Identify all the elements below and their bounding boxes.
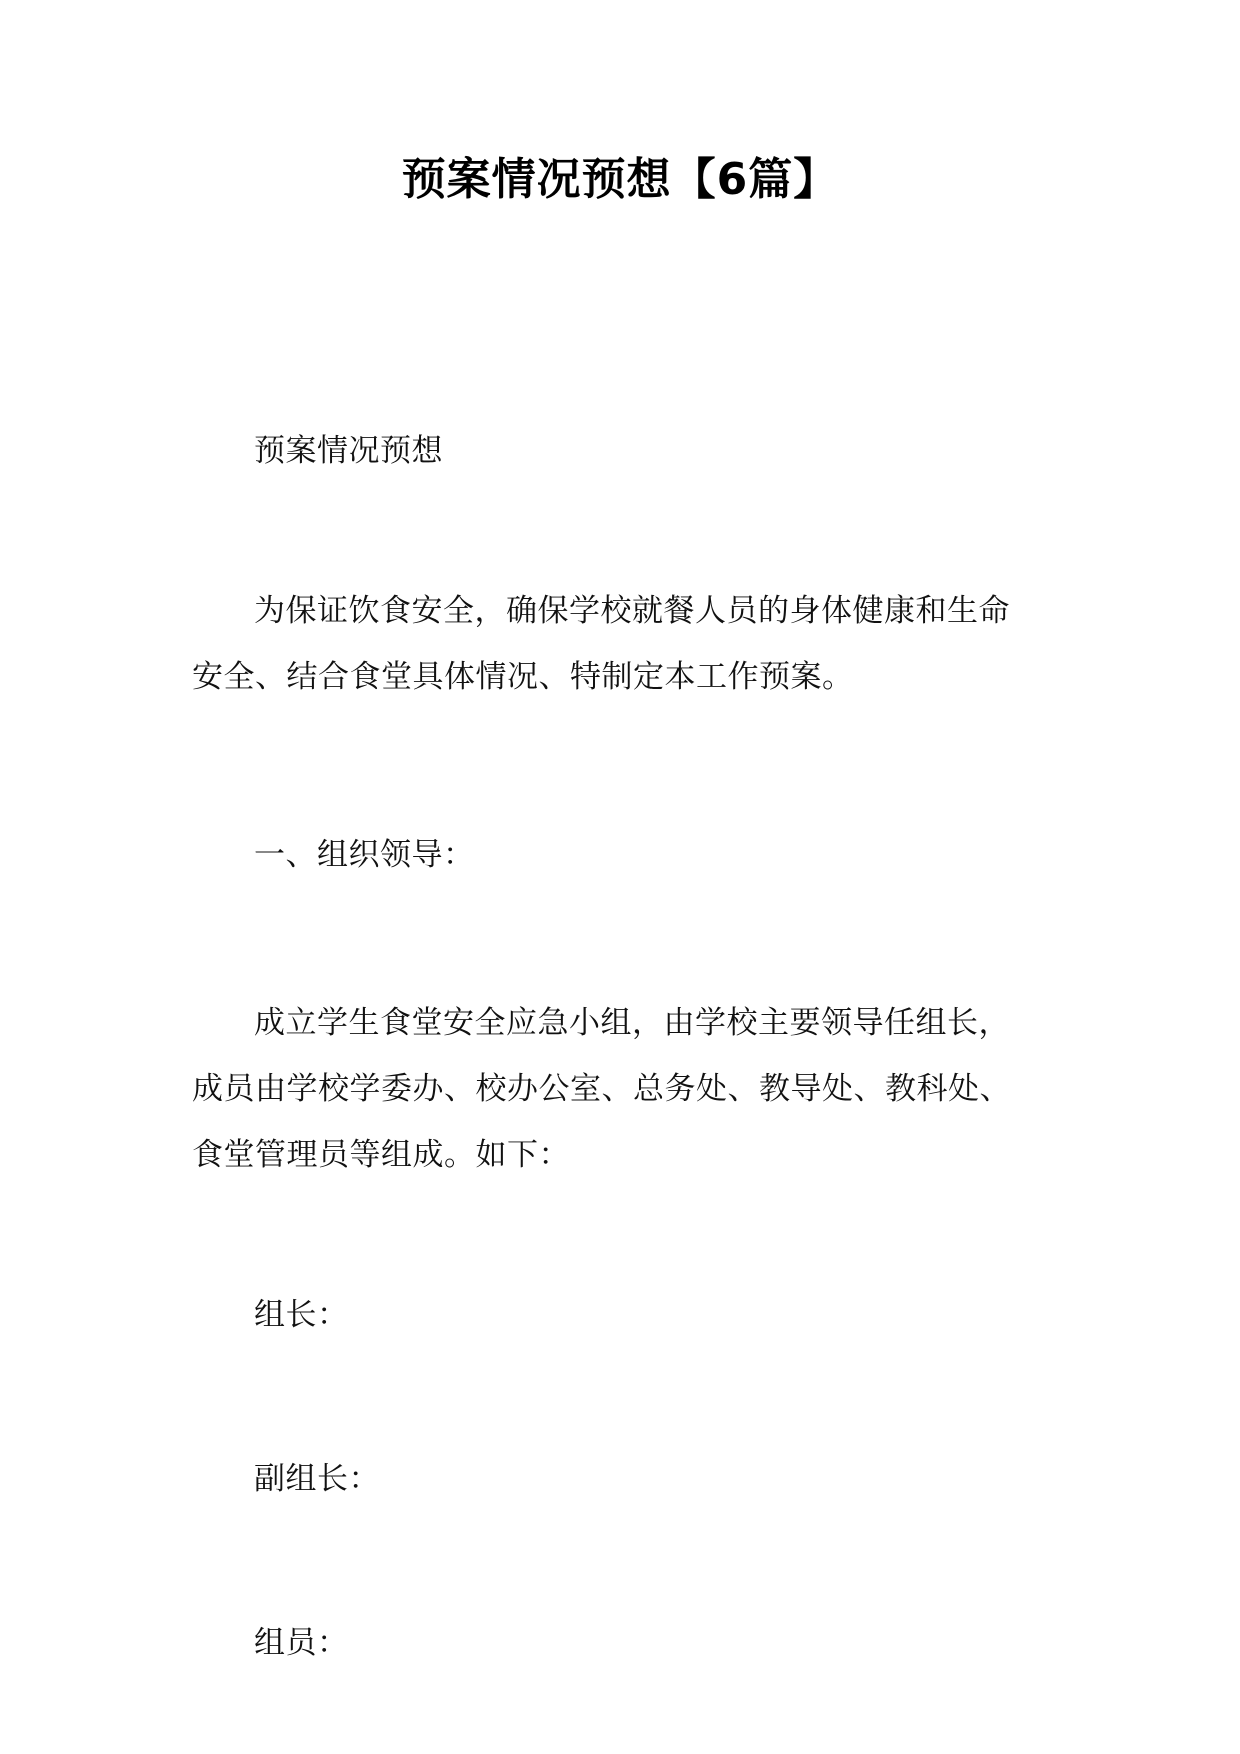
paragraph-line: 组长： <box>254 1297 349 1333</box>
leader-line <box>192 1282 1052 1348</box>
paragraph-line: 副组长： <box>254 1461 380 1497</box>
paragraph-line: 一、组织领导： <box>254 837 475 873</box>
section-heading <box>192 418 1052 484</box>
deputy-leader-line <box>192 1446 1052 1512</box>
paragraph-line: 预案情况预想 <box>254 433 443 469</box>
paragraph-line: 安全、结合食堂具体情况、特制定本工作预案。 <box>192 659 854 695</box>
paragraph-line: 成立学生食堂安全应急小组，由学校主要领导任组长， <box>254 1005 1010 1041</box>
paragraph-line: 组员： <box>254 1625 349 1661</box>
paragraph-line: 食堂管理员等组成。如下： <box>192 1137 570 1173</box>
members-line <box>192 1610 1052 1676</box>
organization-paragraph <box>192 990 1052 1188</box>
document-title: 预案情况预想【6篇】 <box>401 154 839 205</box>
paragraph-line: 成员由学校学委办、校办公室、总务处、教导处、教科处、 <box>192 1071 1011 1107</box>
organization-heading <box>192 822 1052 888</box>
paragraph-line: 为保证饮食安全，确保学校就餐人员的身体健康和生命 <box>254 593 1010 629</box>
intro-paragraph <box>192 578 1052 710</box>
